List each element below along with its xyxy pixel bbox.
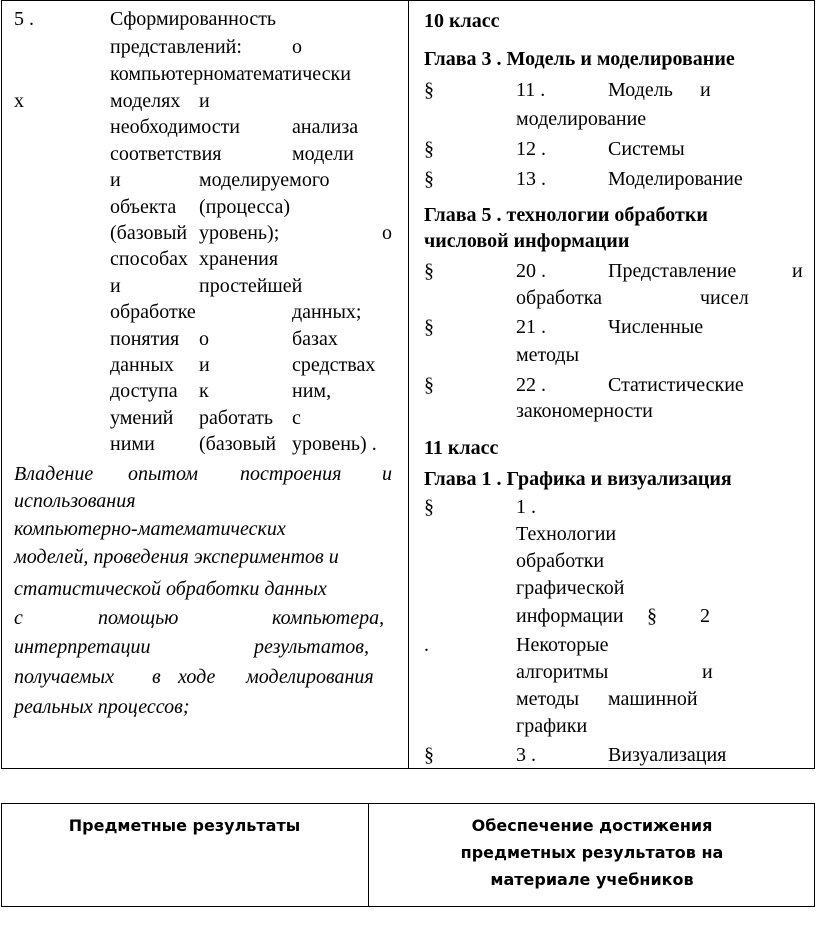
column-header-textbook-coverage: Обеспечение достижения [471, 816, 713, 835]
italic-text: и [382, 463, 392, 485]
left-text: данных [110, 354, 174, 376]
paragraph-number: 2 [700, 605, 710, 627]
left-text: доступа [110, 380, 178, 402]
chapter-heading: Глава 1 . Графика и визуализация [424, 468, 732, 490]
paragraph-title: закономерности [516, 400, 653, 422]
left-text: с [292, 407, 301, 429]
italic-text: с [14, 607, 23, 629]
paragraph-title: и [702, 661, 713, 683]
paragraph-title: машинной [608, 688, 698, 710]
left-text: анализа [292, 116, 359, 138]
left-text: (базовый [110, 222, 188, 244]
paragraph-title: Модель [608, 79, 673, 101]
left-text: представлений: [110, 36, 242, 58]
section-mark: § [424, 744, 434, 766]
left-text: средствах [292, 354, 376, 376]
paragraph-number: 21 . [516, 316, 546, 338]
left-text: х [14, 90, 24, 112]
left-text: ним, [292, 380, 332, 402]
grade-heading: 11 класс [424, 437, 499, 459]
left-text: о [292, 36, 302, 58]
left-text: данных; [292, 301, 362, 323]
paragraph-title: и [700, 79, 711, 101]
paragraph-title: методы [516, 688, 580, 710]
left-text: простейшей [199, 275, 303, 297]
chapter-heading: Глава 3 . Модель и моделирование [424, 48, 735, 70]
italic-text: компьютерно-математических [14, 518, 286, 540]
section-mark: § [424, 316, 434, 338]
italic-text: моделирования [246, 666, 374, 688]
left-text: (базовый [199, 433, 277, 455]
grade-heading: 10 класс [424, 10, 500, 32]
left-text: и [110, 275, 121, 297]
paragraph-title: и [792, 260, 803, 282]
paragraph-title: Визуализация [608, 744, 727, 766]
italic-text: Владение [14, 463, 94, 485]
column-header-subject-results: Предметные результаты [68, 816, 301, 835]
item-number: 5 . [14, 8, 34, 30]
italic-text: ходе [178, 666, 216, 688]
left-text: и [110, 169, 121, 191]
paragraph-number: 12 . [516, 138, 546, 160]
italic-text: построения [240, 463, 342, 485]
italic-text: получаемых [14, 666, 114, 688]
paragraph-title: моделирование [516, 108, 647, 130]
paragraph-title: Статистические [608, 374, 744, 396]
paragraph-number: 1 . [516, 496, 536, 518]
italic-text: реальных процессов; [14, 696, 190, 718]
italic-text: помощью [98, 607, 179, 629]
left-text: необходимости [110, 116, 241, 138]
paragraph-title: Моделирование [608, 168, 743, 190]
left-text: к [199, 380, 209, 402]
italic-text: интерпретации [14, 636, 151, 658]
chapter-heading: Глава 5 . технологии обработки [424, 204, 708, 226]
section-mark: § [424, 374, 434, 396]
left-text: Сформированность [110, 8, 277, 30]
left-text: и [199, 354, 210, 376]
left-text: способах [110, 248, 189, 270]
paragraph-title: информации [516, 605, 624, 627]
paragraph-title: чисел [700, 287, 749, 309]
italic-text: статистической обработки данных [14, 578, 327, 600]
section-mark: § [424, 79, 434, 101]
italic-text: использования [14, 490, 136, 512]
italic-text: моделей, проведения экспериментов и [14, 546, 339, 568]
paragraph-title: графики [516, 715, 588, 737]
italic-text: в [152, 666, 161, 688]
paragraph-title: Некоторые [516, 634, 609, 656]
left-text: (процесса) [199, 196, 290, 218]
left-text: и [199, 90, 210, 112]
column-header-textbook-coverage: материале учебников [490, 870, 694, 889]
left-text: соответствия [110, 143, 222, 165]
paragraph-title: Численные [608, 316, 704, 338]
paragraph-number: 20 . [516, 260, 546, 282]
left-text: ними [110, 433, 155, 455]
left-text: объекта [110, 196, 177, 218]
paragraph-title: методы [516, 344, 580, 366]
italic-text: компьютера, [272, 607, 385, 629]
paragraph-number: 22 . [516, 374, 546, 396]
paragraph-title: обработка [516, 287, 602, 309]
paragraph-title: Технологии [516, 523, 617, 545]
column-divider [408, 0, 409, 769]
paragraph-title: Представление [608, 260, 737, 282]
chapter-heading: числовой информации [424, 230, 630, 252]
left-text: моделируемого [199, 169, 330, 191]
paragraph-number: 11 . [516, 79, 546, 101]
left-text: уровень) . [292, 433, 377, 455]
left-text: хранения [199, 248, 279, 270]
left-text: о [199, 328, 209, 350]
paragraph-title: Системы [608, 138, 685, 160]
paragraph-number: 13 . [516, 168, 546, 190]
italic-text: результатов, [254, 636, 369, 658]
paragraph-number: . [424, 634, 429, 656]
left-text: компьютерноматематически [110, 63, 351, 85]
section-mark: § [424, 168, 434, 190]
left-text: базах [292, 328, 338, 350]
italic-text: опытом [128, 463, 198, 485]
left-text: о [382, 222, 392, 244]
left-text: работать [199, 407, 273, 429]
paragraph-title: обработки [516, 550, 605, 572]
left-text: умений [110, 407, 174, 429]
section-mark: § [424, 496, 434, 518]
column-header-textbook-coverage: предметных результатов на [460, 843, 724, 862]
section-mark: § [647, 605, 657, 627]
section-mark: § [424, 138, 434, 160]
section-mark: § [424, 260, 434, 282]
left-text: обработке [110, 301, 196, 323]
left-text: моделях [110, 90, 181, 112]
paragraph-title: алгоритмы [516, 661, 609, 683]
left-text: уровень); [199, 222, 280, 244]
paragraph-title: графической [516, 577, 625, 599]
paragraph-number: 3 . [516, 744, 536, 766]
left-text: модели [292, 143, 354, 165]
left-text: понятия [110, 328, 180, 350]
